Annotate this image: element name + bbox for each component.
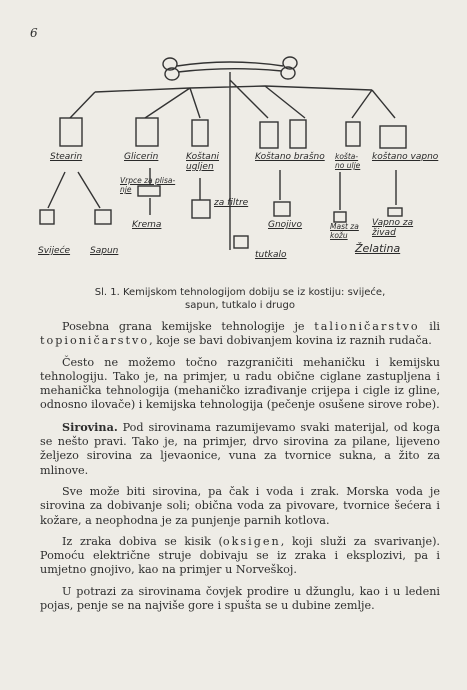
- caption-line: sapun, tutkalo i drugo: [185, 300, 295, 311]
- jar-icon: [60, 118, 82, 146]
- paragraph: Iz zraka dobiva se kisik (oksigen, koji služi za svarivanje). Pomoću električne struje dobivaju se iz zraka i eksplozivi, pa i umjetno gnojivo, kao na primjer u Norveškoj.: [40, 534, 440, 577]
- label-gnojivo: Gnojivo: [268, 220, 303, 230]
- paragraph: Sirovina. Pod sirovinama razumijevamo svaki materijal, od koga se nešto pravi. Tako je, na primjer, drvo sirovina za pilane, lijeveno željezo sirovina za ljevaonice, vuna za tvornice sukna, a žito za mlinove.: [40, 419, 440, 477]
- bottle-icon: [260, 122, 278, 148]
- bottle-icon: [346, 122, 360, 146]
- caption-line: Sl. 1. Kemijskom tehnologijom dobiju se iz kostiju: svijeće,: [94, 287, 386, 298]
- fertilizer-icon: [274, 202, 290, 216]
- lime-icon: [388, 208, 402, 216]
- label-kostano-brasno: Koštano brašno: [255, 152, 325, 162]
- label-kostani-ugljen: Koštani ugljen: [186, 152, 220, 172]
- label-glicerin: Glicerin: [124, 152, 159, 162]
- label-krema: Krema: [132, 220, 162, 230]
- label-zelatina: Želatina: [355, 242, 401, 255]
- label-vrpce-za-plisanje: Vrpce za plisa- nje: [120, 176, 176, 194]
- label-za-filtre: za filtre: [214, 198, 249, 208]
- label-sapun: Sapun: [90, 246, 119, 256]
- label-svijece: Svijeće: [38, 246, 71, 256]
- paragraph: U potrazi za sirovinama čovjek prodire u džunglu, kao i u ledeni pojas, penje se na najviše gore i spušta se u dubine zemlje.: [40, 584, 440, 613]
- glue-pot-icon: [234, 236, 248, 248]
- body-text: [40, 320, 440, 620]
- bottle-icon: [290, 120, 306, 148]
- paragraph: Često ne možemo točno razgraničiti mehaničku i kemijsku tehnologiju. Tako je, na primjer, u radu obične ciglane zastupljena i mehanička tehnologija (mehaničko izrađivanje crijepa i cigle iz gline, odnosno ilovače) i kemijska tehnologija (pečenje osušene sirove robe).: [40, 355, 440, 412]
- grease-icon: [334, 212, 346, 222]
- paragraph: Sve može biti sirovina, pa čak i voda i zrak. Morska voda je sirovina za dobivanje soli; obična voda za pivovare, tvornice šećera i kožare, a neophodna je za punjenje parnih kotlova.: [40, 484, 440, 527]
- soap-icon: [95, 210, 111, 224]
- label-tutkalo: tutkalo: [255, 250, 287, 260]
- bone-products-figure: [0, 0, 467, 280]
- bottle-icon: [192, 120, 208, 146]
- sack-icon: [380, 126, 406, 148]
- label-stearin: Stearin: [50, 152, 83, 162]
- paragraph: Posebna grana kemijske tehnologije je talioničarstvo ili topioničarstvo, koje se bavi dobivanjem kovina iz raznih rudača.: [40, 320, 441, 348]
- label-vapno-za-zivad: Vapno za živad: [372, 218, 414, 238]
- figure-caption: [55, 286, 425, 312]
- section-heading: Sirovina.: [62, 419, 118, 434]
- filter-icon: [192, 200, 210, 218]
- label-kostano-ulje: košta- no ulje: [335, 152, 361, 170]
- figure-drawing: [0, 0, 467, 280]
- label-mast-za-kozu: Mast za kožu: [330, 222, 359, 240]
- jar-icon: [136, 118, 158, 146]
- label-kostano-vapno: koštano vapno: [372, 152, 439, 162]
- candle-icon: [40, 210, 54, 224]
- page-number: 6: [30, 26, 38, 40]
